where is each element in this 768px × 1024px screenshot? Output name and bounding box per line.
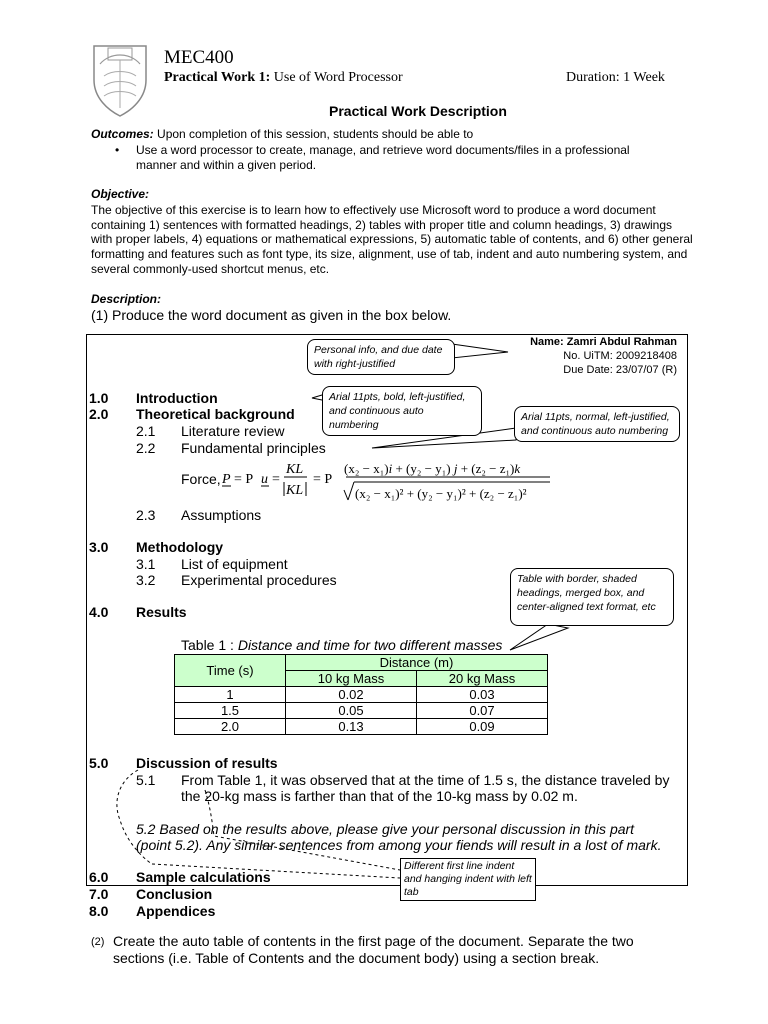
table-caption-prefix: Table 1 : [181, 637, 238, 653]
table-cell: 1.5 [175, 703, 286, 719]
heading-num: 6.0 [89, 869, 109, 885]
heading-num: 7.0 [89, 886, 109, 902]
heading-text: Introduction [136, 390, 218, 406]
svg-text:KL: KL [286, 462, 304, 477]
p52-line2: (point 5.2). Any similar sentences from among your fiends will result in a lost of mark. [136, 837, 662, 853]
sub-num: 2.2 [136, 440, 156, 456]
heading-num: 5.0 [89, 755, 109, 771]
table-cell: 0.13 [286, 719, 417, 735]
svg-text:P: P [222, 472, 231, 487]
sub-num: 2.3 [136, 507, 156, 523]
heading-text: Conclusion [136, 886, 213, 902]
sub-num: 2.1 [136, 423, 156, 439]
heading-num: 2.0 [89, 406, 109, 422]
duration: Duration: 1 Week [566, 70, 665, 85]
p51-line1: From Table 1, it was observed that at the time of 1.5 s, the distance traveled by [181, 772, 670, 788]
sample-due-date: Due Date: 23/07/07 (R) [563, 364, 677, 376]
table-cell: 0.09 [417, 719, 548, 735]
sub-text: List of equipment [181, 556, 288, 572]
outcomes-text: Upon completion of this session, students should be able to [153, 127, 474, 141]
sub-num: 3.1 [136, 556, 156, 572]
sample-uitm: No. UiTM: 2009218408 [563, 350, 677, 362]
objective-text: The objective of this exercise is to learn how to effectively use Microsoft word to produce a word document containing 1) sentences with formatted headings, 2) tables with proper title and column headings, 3) drawings with proper labels, 4) equations or mathematical expressions, 5) automatic table of contents, and 6) other general formatting and features such as font type, its size, alignment, use of tab, indent and auto numbering system, and several commonly-used shortcut menus, etc. [91, 203, 693, 276]
table-cell: 0.07 [417, 703, 548, 719]
heading-num: 3.0 [89, 539, 109, 555]
outcomes-bullet: Use a word processor to create, manage, and retrieve word documents/files in a professional manner and within a given period. [136, 143, 630, 172]
heading-num: 1.0 [89, 390, 109, 406]
p51-line2: the 20-kg mass is farther than that of the 10-kg mass by 0.02 m. [181, 788, 578, 804]
heading-num: 8.0 [89, 903, 109, 919]
description-label: Description: [91, 292, 162, 306]
header-distance: Distance (m) [286, 655, 548, 671]
page-title: Practical Work Description [329, 103, 507, 119]
callout-table-format: Table with border, shaded headings, merged box, and center-aligned text format, etc [510, 568, 674, 626]
callout-bold-headings: Arial 11pts, bold, left-justified, and continuous auto numbering [322, 386, 482, 436]
heading-num: 4.0 [89, 604, 109, 620]
table-cell: 2.0 [175, 719, 286, 735]
header-10kg: 10 kg Mass [286, 671, 417, 687]
svg-text:=: = [272, 472, 280, 487]
outcomes-label: Outcomes: [91, 127, 154, 141]
table-cell: 0.05 [286, 703, 417, 719]
callout-normal-subheadings: Arial 11pts, normal, left-justified, and continuous auto numbering [514, 406, 680, 442]
svg-text:(x₂ − x₁)i + (y₂ − y₁) j + (z₂: (x₂ − x₁)i + (y₂ − y₁) j + (z₂ − z₁)k [344, 461, 521, 476]
p51-num: 5.1 [136, 772, 156, 788]
step2-num: (2) [91, 936, 105, 948]
sub-text: Experimental procedures [181, 572, 337, 588]
header-20kg: 20 kg Mass [417, 671, 548, 687]
callout-personal-info: Personal info, and due date with right-justified [307, 339, 455, 375]
heading-text: Appendices [136, 903, 216, 919]
p52-line1: 5.2 Based on the results above, please give your personal discussion in this part [136, 821, 635, 837]
heading-text: Theoretical background [136, 406, 295, 422]
sample-name: Name: Zamri Abdul Rahman [530, 336, 677, 348]
svg-text:KL: KL [286, 483, 304, 498]
practical-label: Practical Work 1: [164, 70, 271, 85]
heading-text: Sample calculations [136, 869, 271, 885]
callout-indent: Different first line indent and hanging indent with left tab [400, 858, 536, 901]
table-cell: 0.02 [286, 687, 417, 703]
force-label: Force, [181, 471, 221, 487]
svg-text:= P: = P [313, 472, 333, 487]
sub-text: Fundamental principles [181, 440, 326, 456]
sub-text: Assumptions [181, 507, 262, 523]
table-cell: 0.03 [417, 687, 548, 703]
table-cell: 1 [175, 687, 286, 703]
svg-text:= P: = P [234, 472, 254, 487]
heading-text: Results [136, 604, 187, 620]
sub-num: 3.2 [136, 572, 156, 588]
table-caption-title: Distance and time for two different masses [237, 637, 503, 653]
svg-text:u: u [261, 472, 268, 487]
heading-text: Methodology [136, 539, 224, 555]
practical-title: Use of Word Processor [270, 70, 403, 85]
description-step1: (1) Produce the word document as given in the box below. [91, 307, 452, 323]
bullet-dot: • [115, 143, 120, 157]
course-code: MEC400 [164, 47, 234, 68]
step2-text: Create the auto table of contents in the first page of the document. Separate the two sections (i.e. Table of Contents and the document body) using a section break. [113, 933, 634, 966]
header-time: Time (s) [175, 655, 286, 687]
svg-text:(x₂ − x₁)² + (y₂ − y₁)² + (z₂: (x₂ − x₁)² + (y₂ − y₁)² + (z₂ − z₁)² [355, 486, 527, 501]
objective-label: Objective: [91, 187, 150, 201]
heading-text: Discussion of results [136, 755, 278, 771]
sub-text: Literature review [181, 423, 285, 439]
